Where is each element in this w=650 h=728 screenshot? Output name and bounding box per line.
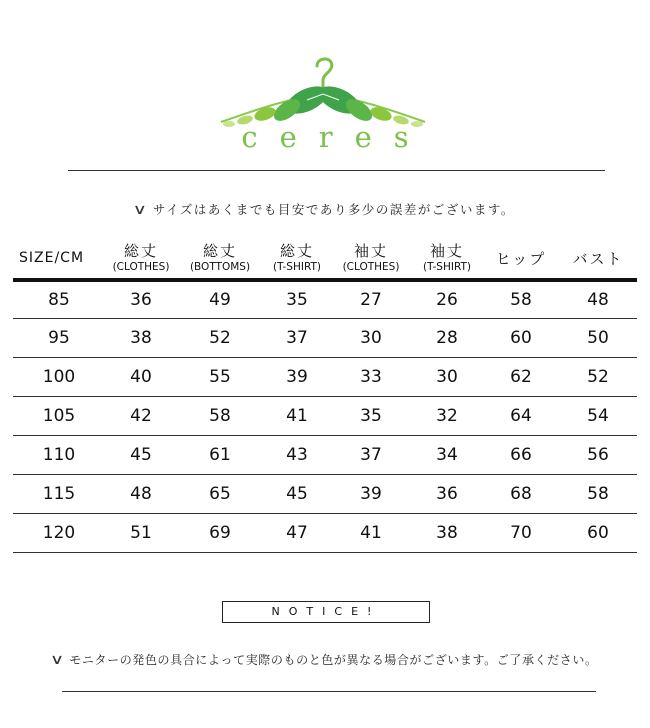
table-cell: 60 (483, 319, 559, 358)
table-cell: 95 (13, 319, 105, 358)
table-cell: 49 (177, 280, 263, 319)
table-cell: 85 (13, 280, 105, 319)
size-table (13, 238, 637, 553)
table-cell: 45 (105, 436, 177, 475)
hanger-leaves-icon (215, 50, 435, 130)
table-cell: 38 (105, 319, 177, 358)
table-cell: 66 (483, 436, 559, 475)
table-cell: 64 (483, 397, 559, 436)
table-cell: 39 (331, 475, 411, 514)
brand-logo (0, 0, 650, 170)
table-cell: 48 (559, 280, 637, 319)
table-cell: 34 (411, 436, 483, 475)
table-row (13, 358, 637, 397)
table-cell: 30 (331, 319, 411, 358)
table-cell: 32 (411, 397, 483, 436)
table-cell: 69 (177, 514, 263, 553)
table-row (13, 514, 637, 553)
table-cell: 58 (559, 475, 637, 514)
table-cell: 60 (559, 514, 637, 553)
table-cell: 48 (105, 475, 177, 514)
table-cell: 40 (105, 358, 177, 397)
table-cell: 36 (411, 475, 483, 514)
notice-message (0, 651, 650, 668)
table-cell: 51 (105, 514, 177, 553)
table-cell: 37 (263, 319, 331, 358)
table-header-row (13, 238, 637, 280)
bottom-divider (62, 691, 596, 692)
table-cell: 52 (559, 358, 637, 397)
header-sleeve-clothes: 袖丈 (CLOTHES) (331, 238, 411, 280)
table-cell: 70 (483, 514, 559, 553)
chevron-down-icon: ∨ (50, 652, 66, 668)
top-divider (68, 170, 605, 171)
chevron-down-icon: ∨ (132, 202, 150, 218)
table-cell: 105 (13, 397, 105, 436)
table-cell: 56 (559, 436, 637, 475)
table-cell: 28 (411, 319, 483, 358)
table-cell: 35 (263, 280, 331, 319)
table-cell: 55 (177, 358, 263, 397)
table-row (13, 319, 637, 358)
table-row (13, 397, 637, 436)
header-size: SIZE/CM (13, 238, 105, 280)
table-cell: 62 (483, 358, 559, 397)
table-row (13, 475, 637, 514)
table-cell: 33 (331, 358, 411, 397)
table-cell: 38 (411, 514, 483, 553)
table-cell: 65 (177, 475, 263, 514)
table-cell: 30 (411, 358, 483, 397)
table-cell: 39 (263, 358, 331, 397)
table-row (13, 280, 637, 319)
notice-message-text: モニターの発色の具合によって実際のものと色が異なる場合がございます。ご了承ください。 (69, 653, 598, 667)
table-cell: 58 (177, 397, 263, 436)
header-bust: バスト (559, 238, 637, 280)
table-cell: 120 (13, 514, 105, 553)
table-cell: 35 (331, 397, 411, 436)
table-cell: 47 (263, 514, 331, 553)
size-disclaimer (0, 200, 650, 218)
brand-name: ceres (241, 120, 431, 154)
table-cell: 36 (105, 280, 177, 319)
table-cell: 37 (331, 436, 411, 475)
header-hip: ヒップ (483, 238, 559, 280)
header-length-bottoms: 総丈 (BOTTOMS) (177, 238, 263, 280)
notice-title: NOTICE! (222, 601, 430, 623)
header-sleeve-tshirt: 袖丈 (T-SHIRT) (411, 238, 483, 280)
table-cell: 26 (411, 280, 483, 319)
table-cell: 110 (13, 436, 105, 475)
table-cell: 42 (105, 397, 177, 436)
table-cell: 61 (177, 436, 263, 475)
table-cell: 54 (559, 397, 637, 436)
size-disclaimer-text: サイズはあくまでも目安であり多少の誤差がございます。 (152, 202, 515, 217)
header-length-tshirt: 総丈 (T-SHIRT) (263, 238, 331, 280)
table-cell: 100 (13, 358, 105, 397)
table-cell: 50 (559, 319, 637, 358)
table-cell: 115 (13, 475, 105, 514)
table-row (13, 436, 637, 475)
table-cell: 68 (483, 475, 559, 514)
size-table-body (13, 280, 637, 553)
table-cell: 41 (263, 397, 331, 436)
table-cell: 58 (483, 280, 559, 319)
table-cell: 27 (331, 280, 411, 319)
table-cell: 43 (263, 436, 331, 475)
table-cell: 45 (263, 475, 331, 514)
table-cell: 41 (331, 514, 411, 553)
table-cell: 52 (177, 319, 263, 358)
header-length-clothes: 総丈 (CLOTHES) (105, 238, 177, 280)
